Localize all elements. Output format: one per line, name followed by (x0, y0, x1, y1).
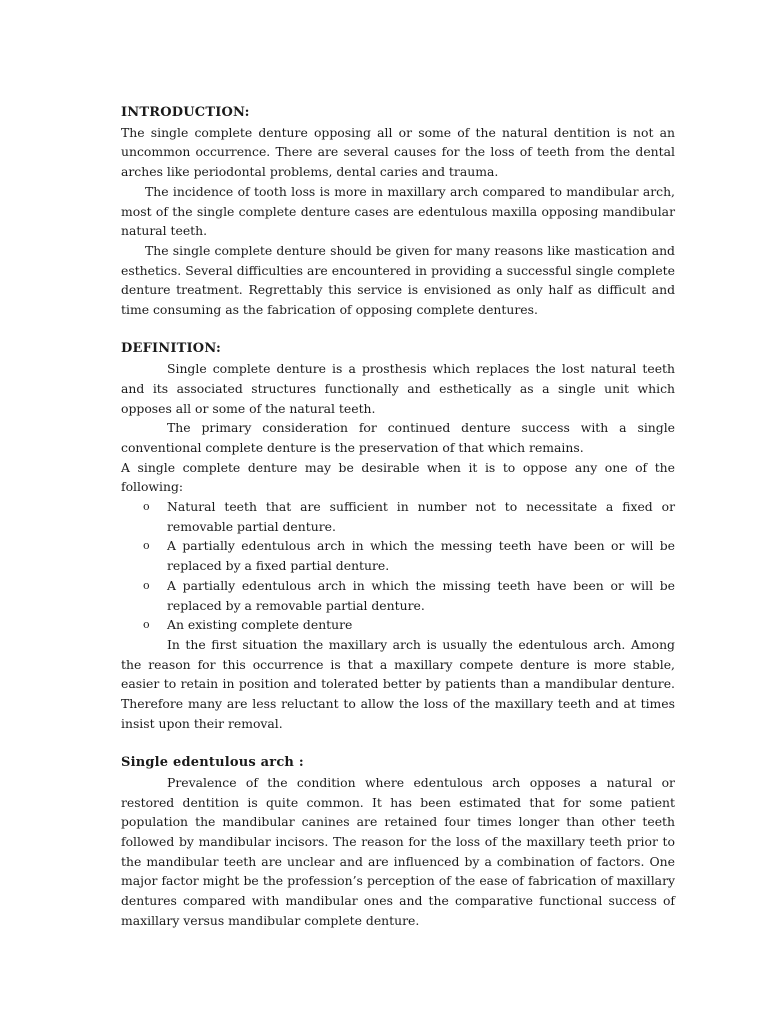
list-item-text: A partially edentulous arch in which the messing teeth have been or will be replaced by a fixed partial denture. (167, 538, 675, 574)
bullet-marker: o (143, 618, 150, 632)
single-edentulous-arch-heading: Single edentulous arch : (121, 755, 304, 771)
section-spacer (121, 320, 675, 340)
list-item (121, 536, 675, 575)
bullet-marker: o (143, 500, 150, 514)
single-edentulous-arch-paragraph: Prevalence of the condition where edentulous arch opposes a natural or restored dentition is quite common. It has been estimated that for some patient population the mandibular canines are retained four times longer than other teeth followed by mandibular incisors. The reason for the loss of the maxillary teeth prior to the mandibular teeth are unclear and are influenced by a combination of factors. One major factor might be the profession’s perception of the ease of fabrication of maxillary dentures compared with mandibular ones and the comparative functional success of maxillary versus mandibular complete denture. (121, 774, 675, 928)
introduction-heading: INTRODUCTION: (121, 105, 250, 120)
list-item-text: Natural teeth that are sufficient in number not to necessitate a fixed or removable partial denture. (167, 499, 675, 534)
introduction-paragraph-3: The single complete denture should be given for many reasons like mastication and esthetics. Several difficulties are encountered in providing a successful single complete denture treatment. Regrettably this service is envisioned as only half as difficult and time consuming as the fabrication of opposing complete dentures. (121, 242, 675, 318)
list-item-text: A partially edentulous arch in which the missing teeth have been or will be replaced by a removable partial denture. (167, 577, 675, 613)
list-item (121, 497, 675, 536)
bullet-marker: o (143, 578, 150, 592)
definition-heading: DEFINITION: (121, 341, 221, 357)
introduction-paragraph-2: The incidence of tooth loss is more in maxillary arch compared to mandibular arch, most of the single complete denture cases are edentulous maxilla opposing mandibular natural teeth. (121, 183, 675, 239)
introduction-paragraph-1: The single complete denture opposing all or some of the natural dentition is not an uncommon occurrence. There are several causes for the loss of teeth from the dental arches like periodontal problems, dental caries and trauma. (121, 124, 675, 180)
list-item (121, 615, 675, 635)
bullet-marker: o (143, 539, 150, 553)
definition-paragraph-3: A single complete denture may be desirable when it is to oppose any one of the following: (121, 459, 675, 495)
section-spacer (121, 733, 675, 753)
list-item (121, 576, 675, 615)
definition-paragraph-4: In the first situation the maxillary arch is usually the edentulous arch. Among the reason for this occurrence is that a maxillary compete denture is more stable, easier to retain in position and tolerated better by patients than a mandibular denture. Therefore many are less reluctant to allow the loss of the maxillary teeth and at times insist upon their removal. (121, 636, 675, 731)
definition-bullet-list (121, 497, 675, 635)
definition-paragraph-2: The primary consideration for continued denture success with a single conventional complete denture is the preservation of that which remains. (121, 420, 675, 455)
definition-paragraph-1: Single complete denture is a prosthesis which replaces the lost natural teeth and its associated structures functionally and esthetically as a single unit which opposes all or some of the natural teeth. (121, 361, 675, 416)
list-item-text: An existing complete denture (167, 617, 353, 633)
